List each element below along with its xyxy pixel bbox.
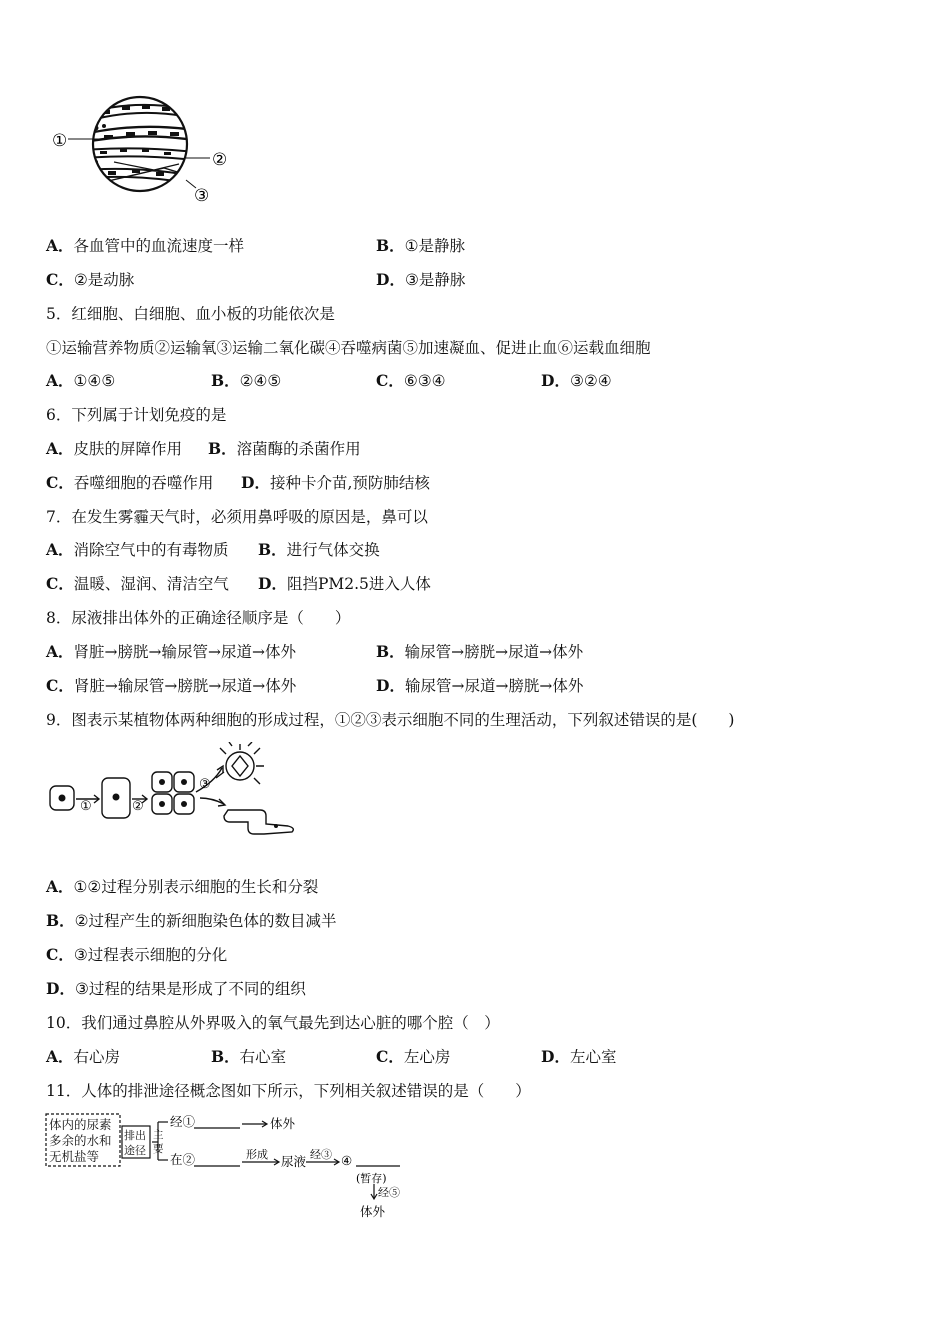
q10-option-c: C．左心房 <box>376 1047 451 1066</box>
q9-stem: 9．图表示某植物体两种细胞的形成过程，①②③表示细胞不同的生理活动，下列叙述错误的是( ) <box>46 711 735 729</box>
figure-label-3: ③ <box>194 186 210 206</box>
diagram-box-line-1: 体内的尿素 <box>49 1117 112 1132</box>
svg-text:排出 途径 <box>124 1128 150 1157</box>
cell-process-figure <box>44 742 304 842</box>
q8-stem: 8．尿液排出体外的正确途径顺序是（ ） <box>46 609 351 627</box>
q7-option-b: B．进行气体交换 <box>258 540 380 559</box>
q6-stem: 6．下列属于计划免疫的是 <box>46 406 227 424</box>
diagram-box-line-2: 多余的水和 <box>49 1133 112 1148</box>
q9-figure-label-2: ② <box>132 799 144 814</box>
q5-list: ①运输营养物质②运输氧③运输二氧化碳④吞噬病菌⑤加速凝血、促进止血⑥运载血细胞 <box>46 339 651 357</box>
figure-label-1: ① <box>52 131 68 151</box>
q7-option-a: A．消除空气中的有毒物质 <box>46 540 229 559</box>
diagram-box-line-3: 无机盐等 <box>49 1149 100 1164</box>
diagram-excrete-line-1: 排出 <box>124 1129 146 1142</box>
diagram-out-1: 体外 <box>270 1116 296 1131</box>
q9-figure-label-1: ① <box>80 799 92 814</box>
excretion-concept-diagram <box>44 1110 424 1226</box>
q8-option-d: D．输尿管→尿道→膀胱→体外 <box>376 676 584 695</box>
diagram-via-3: 经③ <box>310 1148 332 1161</box>
q8-option-c: C．肾脏→输尿管→膀胱→尿道→体外 <box>46 676 297 695</box>
q7-option-c: C．温暖、湿润、清洁空气 <box>46 574 229 593</box>
q5-stem: 5．红细胞、白细胞、血小板的功能依次是 <box>46 305 335 323</box>
q8-option-a: A．肾脏→膀胱→输尿管→尿道→体外 <box>46 642 296 661</box>
q6-option-c: C．吞噬细胞的吞噬作用 <box>46 473 214 492</box>
diagram-via-1: 经① <box>170 1114 196 1129</box>
q7-stem: 7．在发生雾霾天气时，必须用鼻呼吸的原因是，鼻可以 <box>46 508 428 526</box>
q5-option-c: C．⑥③④ <box>376 371 446 390</box>
q6-option-b: B．溶菌酶的杀菌作用 <box>208 439 361 458</box>
diagram-urine: 尿液 <box>281 1154 307 1169</box>
blood-vessel-figure <box>44 92 244 212</box>
figure-label-2: ② <box>212 150 228 170</box>
diagram-num-4: ④ <box>341 1153 353 1168</box>
diagram-form: 形成 <box>246 1148 268 1161</box>
diagram-in-2: 在② <box>170 1152 196 1167</box>
q9-option-b: B．②过程产生的新细胞染色体的数目减半 <box>46 911 337 930</box>
diagram-main-line-1: 主 <box>153 1129 164 1141</box>
q10-option-d: D．左心室 <box>541 1047 617 1066</box>
q4-option-c: C．②是动脉 <box>46 270 135 289</box>
q5-option-a: A．①④⑤ <box>46 371 116 390</box>
q4-option-a: A．各血管中的血流速度一样 <box>46 236 245 255</box>
q9-option-d: D．③过程的结果是形成了不同的组织 <box>46 979 306 998</box>
q10-option-b: B．右心室 <box>211 1047 287 1066</box>
diagram-main-line-2: 要 <box>153 1143 164 1155</box>
q6-option-a: A．皮肤的屏障作用 <box>46 439 183 458</box>
q5-option-b: B．②④⑤ <box>211 371 282 390</box>
q8-option-b: B．输尿管→膀胱→尿道→体外 <box>376 642 584 661</box>
q9-figure-label-3: ③ <box>199 777 211 792</box>
q6-option-d: D．接种卡介苗,预防肺结核 <box>241 473 430 492</box>
q4-option-b: B．①是静脉 <box>376 236 466 255</box>
q9-option-a: A．①②过程分别表示细胞的生长和分裂 <box>46 877 319 896</box>
q5-option-d: D．③②④ <box>541 371 612 390</box>
q10-option-a: A．右心房 <box>46 1047 121 1066</box>
q7-option-d: D．阻挡PM2.5进入人体 <box>258 574 431 593</box>
q11-stem: 11．人体的排泄途径概念图如下所示，下列相关叙述错误的是（ ） <box>46 1082 531 1100</box>
svg-text:体内的尿素 多余的水和 无机盐等 <box>49 1117 116 1164</box>
diagram-via-5: 经⑤ <box>378 1186 400 1199</box>
diagram-excrete-line-2: 途径 <box>124 1144 146 1157</box>
q10-stem: 10．我们通过鼻腔从外界吸入的氧气最先到达心脏的哪个腔（ ） <box>46 1014 500 1032</box>
q4-option-d: D．③是静脉 <box>376 270 466 289</box>
diagram-store: (暂存) <box>356 1172 387 1185</box>
q9-option-c: C．③过程表示细胞的分化 <box>46 945 228 964</box>
diagram-out-2: 体外 <box>360 1204 386 1219</box>
